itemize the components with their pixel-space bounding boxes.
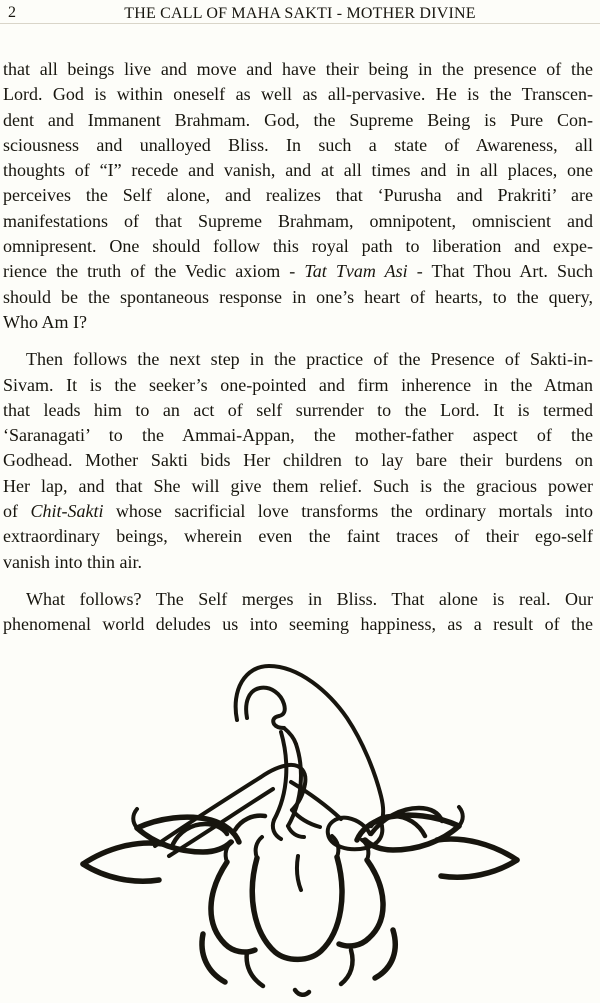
paragraph xyxy=(3,347,593,575)
text-line: Godhead. Mother Sakti bids Her children to lay bare their burdens on xyxy=(3,450,593,471)
text-line: ‘Saranagati’ to the Ammai-Appan, the mother-father aspect of the xyxy=(3,425,593,446)
lotus-illustration xyxy=(75,650,525,1002)
text-line: of Chit-Sakti whose sacrificial love transforms the ordinary mortals into xyxy=(3,501,593,522)
text-line: extraordinary beings, wherein even the faint traces of their ego-self xyxy=(3,526,593,547)
page-header xyxy=(0,0,600,23)
text-line: that leads him to an act of self surrender to the Lord. It is termed xyxy=(3,399,593,420)
header-rule xyxy=(0,23,600,24)
text-line: What follows? The Self merges in Bliss. That alone is real. Our xyxy=(26,588,593,609)
text-line: thoughts of “I” recede and vanish, and at all times and in all places, one xyxy=(3,160,593,181)
text-line: Then follows the next step in the practice of the Presence of Sakti-in- xyxy=(26,349,593,370)
text-line: Sivam. It is the seeker’s one-pointed and firm inherence in the Atman xyxy=(3,374,593,395)
text-line: vanish into thin air. xyxy=(3,551,142,572)
text-line: rience the truth of the Vedic axiom - Tat Tvam Asi - That Thou Art. Such xyxy=(3,261,593,282)
text-line: omnipresent. One should follow this royal path to liberation and expe- xyxy=(3,236,593,257)
text-line: Her lap, and that She will give them relief. Such is the gracious power xyxy=(3,475,593,496)
text-line: sciousness and unalloyed Bliss. In such a state of Awareness, all xyxy=(3,134,593,155)
text-line: should be the spontaneous response in one’s heart of hearts, to the query, xyxy=(3,286,593,307)
text-line: that all beings live and move and have their being in the presence of the xyxy=(3,59,593,79)
text-line: perceives the Self alone, and realizes that ‘Purusha and Prakriti’ are xyxy=(3,185,593,206)
text-line: phenomenal world deludes us into seeming happiness, as a result of the xyxy=(3,614,593,635)
page-number: 2 xyxy=(8,4,16,21)
text-line: Who Am I? xyxy=(3,311,87,332)
paragraph xyxy=(3,57,593,335)
text-line: manifestations of that Supreme Brahmam, omnipotent, omniscient and xyxy=(3,210,593,231)
page-title: THE CALL OF MAHA SAKTI - MOTHER DIVINE xyxy=(124,5,476,22)
text-line: Lord. God is within oneself as well as all-pervasive. He is the Transcen- xyxy=(3,84,593,105)
body-text xyxy=(0,57,600,638)
text-line: dent and Immanent Brahmam. God, the Supreme Being is Pure Con- xyxy=(3,109,593,130)
figure-on-lotus-drawing xyxy=(75,650,525,1002)
paragraph xyxy=(3,587,593,638)
